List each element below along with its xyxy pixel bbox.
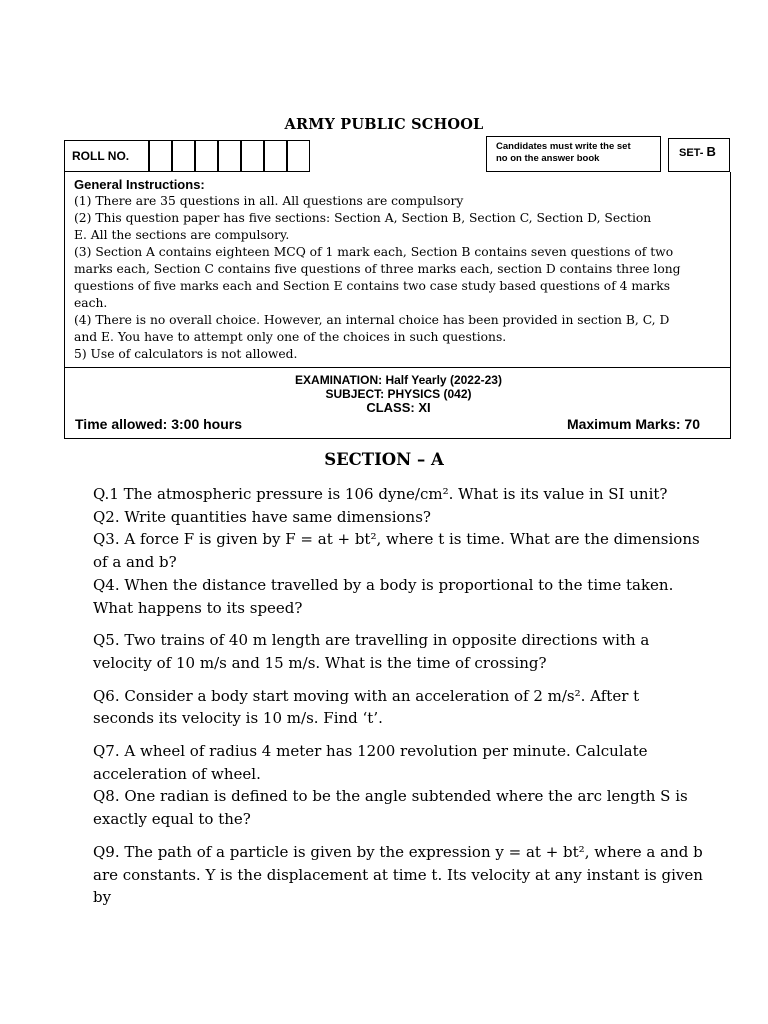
candidates-note-line: no on the answer book <box>496 153 600 164</box>
candidates-note-line: Candidates must write the set <box>496 141 631 152</box>
question-item <box>93 841 703 909</box>
exam-subject: SUBJECT: PHYSICS (042) <box>325 387 472 401</box>
question-line: are constants. Y is the displacement at time t. Its velocity at any instant is given <box>93 865 703 884</box>
time-allowed: Time allowed: 3:00 hours <box>75 416 243 432</box>
roll-no-label: ROLL NO. <box>64 140 149 172</box>
question-list <box>93 483 703 909</box>
maximum-marks: Maximum Marks: 70 <box>566 416 700 432</box>
question-item <box>93 483 693 506</box>
instruction-line: each. <box>74 296 108 310</box>
instruction-line: and E. You have to attempt only one of the choices in such questions. <box>74 330 507 344</box>
question-line: Q8. One radian is defined to be the angle subtended where the arc length S is <box>93 787 688 806</box>
instructions-title: General Instructions: <box>74 177 205 192</box>
question-line: Q7. A wheel of radius 4 meter has 1200 revolution per minute. Calculate <box>93 742 648 761</box>
section-heading: SECTION – A <box>324 450 444 469</box>
question-line: What happens to its speed? <box>93 598 303 617</box>
roll-no-cell[interactable] <box>172 140 195 172</box>
question-line: of a and b? <box>93 553 177 572</box>
question-line: Q4. When the distance travelled by a body is proportional to the time taken. <box>93 575 674 594</box>
instruction-line: 5) Use of calculators is not allowed. <box>74 347 298 361</box>
question-item <box>93 506 693 529</box>
question-item <box>93 574 693 619</box>
question-line: velocity of 10 m/s and 15 m/s. What is the time of crossing? <box>93 653 547 672</box>
set-label: SET- <box>679 147 704 159</box>
question-line: Q9. The path of a particle is given by the expression y = at + bt², where a and b <box>93 842 703 861</box>
instruction-line: questions of five marks each and Section E contains two case study based questions of 4 marks <box>74 279 671 293</box>
question-item <box>93 528 700 573</box>
set-value: B <box>706 144 716 159</box>
roll-no-cell[interactable] <box>241 140 264 172</box>
instruction-line: marks each, Section C contains five questions of three marks each, section D contains three long <box>74 262 681 276</box>
roll-no-cell[interactable] <box>287 140 310 172</box>
roll-no-cell[interactable] <box>264 140 287 172</box>
set-box <box>668 138 730 172</box>
candidates-note <box>486 136 661 172</box>
instruction-line: E. All the sections are compulsory. <box>74 228 290 242</box>
question-line: Q6. Consider a body start moving with an acceleration of 2 m/s². After t <box>93 686 640 705</box>
question-item <box>93 629 693 674</box>
question-item <box>93 685 693 730</box>
question-line: acceleration of wheel. <box>93 764 261 783</box>
question-line: by <box>93 888 112 907</box>
exam-name: EXAMINATION: Half Yearly (2022-23) <box>295 373 502 387</box>
question-item <box>93 740 693 785</box>
question-item <box>93 785 693 830</box>
roll-no-cell[interactable] <box>218 140 241 172</box>
school-name: ARMY PUBLIC SCHOOL <box>284 116 484 133</box>
question-line: Q3. A force F is given by F = at + bt², where t is time. What are the dimensions <box>93 530 700 549</box>
exam-class: CLASS: XI <box>366 400 431 415</box>
instruction-line: (4) There is no overall choice. However, an internal choice has been provided in section B, C, D <box>74 313 670 327</box>
instruction-line: (1) There are 35 questions in all. All questions are compulsory <box>74 194 464 208</box>
roll-no-cell[interactable] <box>195 140 218 172</box>
instruction-line: (3) Section A contains eighteen MCQ of 1 mark each, Section B contains seven questions of two <box>74 245 674 259</box>
question-line: Q2. Write quantities have same dimensions? <box>93 507 431 526</box>
roll-no-cell[interactable] <box>149 140 172 172</box>
instruction-line: (2) This question paper has five sections: Section A, Section B, Section C, Section D, Section <box>74 211 652 225</box>
question-line: Q5. Two trains of 40 m length are travelling in opposite directions with a <box>93 631 650 650</box>
question-line: Q.1 The atmospheric pressure is 106 dyne/cm². What is its value in SI unit? <box>93 485 668 503</box>
general-instructions <box>64 172 731 368</box>
question-line: seconds its velocity is 10 m/s. Find ‘t’. <box>93 709 383 728</box>
exam-details <box>64 367 731 439</box>
question-line: exactly equal to the? <box>93 810 251 829</box>
